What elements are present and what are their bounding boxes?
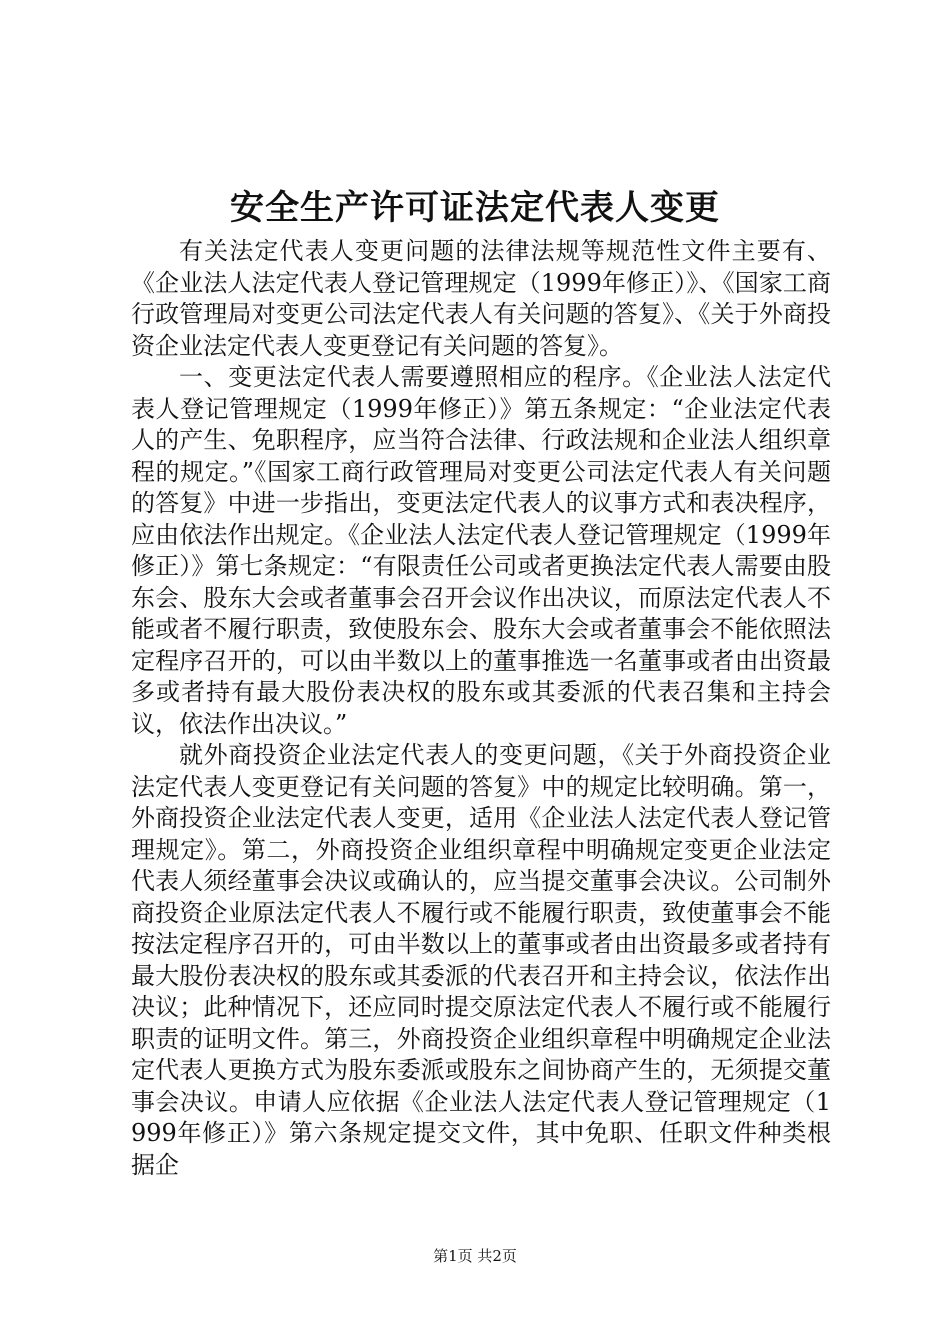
paragraph: 就外商投资企业法定代表人的变更问题，《关于外商投资企业法定代表人变更登记有关问题的答复》中的规定比较明确。第一，外商投资企业法定代表人变更，适用《企业法人法定代表人登记管理规定》。第二，外商投资企业组织章程中明确规定变更企业法定代表人须经董事会决议或确认的，应当提交董事会决议。公司制外商投资企业原法定代表人不履行或不能履行职责，致使董事会不能按法定程序召开的，可由半数以上的董事或者由出资最多或者持有最大股份表决权的股东或其委派的代表召开和主持会议，依法作出决议；此种情况下，还应同时提交原法定代表人不履行或不能履行职责的证明文件。第三，外商投资企业组织章程中明确规定企业法定代表人更换方式为股东委派或股东之间协商产生的，无须提交董事会决议。申请人应依据《企业法人法定代表人登记管理规定（1999年修正）》第六条规定提交文件，其中免职、任职文件种类根据企 <box>131 741 831 1179</box>
document-body <box>131 236 831 1181</box>
page-number: 第1页 共2页 <box>433 1247 517 1265</box>
paragraph: 一、变更法定代表人需要遵照相应的程序。《企业法人法定代表人登记管理规定（1999年修正）》第五条规定：“企业法定代表人的产生、免职程序，应当符合法律、行政法规和企业法人组织章程的规定。”《国家工商行政管理局对变更公司法定代表人有关问题的答复》中进一步指出，变更法定代表人的议事方式和表决程序，应由依法作出规定。《企业法人法定代表人登记管理规定（1999年修正）》第七条规定：“有限责任公司或者更换法定代表人需要由股东会、股东大会或者董事会召开会议作出决议，而原法定代表人不能或者不履行职责，致使股东会、股东大会或者董事会不能依照法定程序召开的，可以由半数以上的董事推选一名董事或者由出资最多或者持有最大股份表决权的股东或其委派的代表召集和主持会议，依法作出决议。” <box>131 363 831 738</box>
paragraph: 有关法定代表人变更问题的法律法规等规范性文件主要有、《企业法人法定代表人登记管理规定（1999年修正）》、《国家工商行政管理局对变更公司法定代表人有关问题的答复》、《关于外商投资企业法定代表人变更登记有关问题的答复》。 <box>131 237 831 360</box>
document-title: 安全生产许可证法定代表人变更 <box>230 188 720 228</box>
